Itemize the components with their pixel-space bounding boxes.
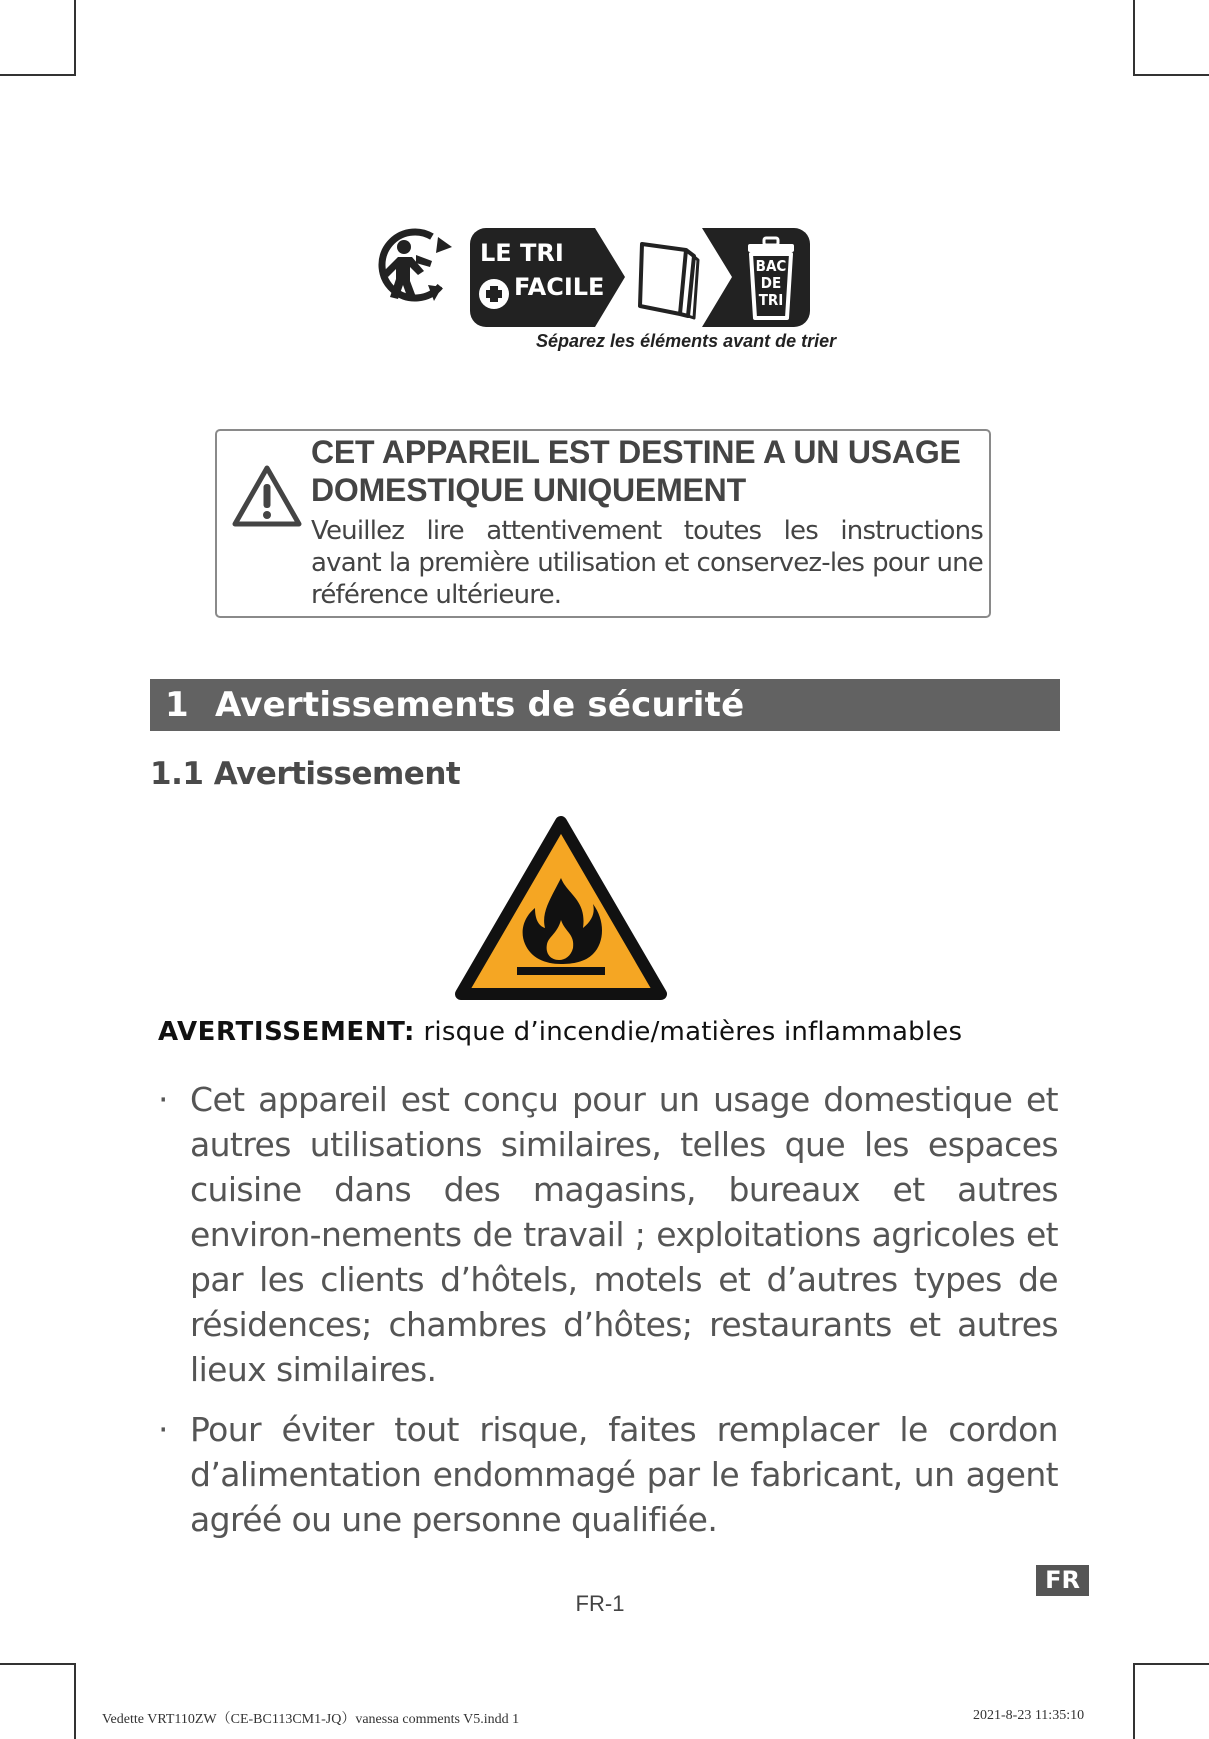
section-title: Avertissements de sécurité <box>215 685 745 725</box>
triman-bin-line3: TRI <box>758 291 784 309</box>
page-number: FR-1 <box>575 1591 625 1616</box>
warning-triangle-icon <box>232 464 302 528</box>
warning-text: risque d’incendie/matières inflammables <box>415 1017 963 1047</box>
triman-caption: Séparez les éléments avant de trier <box>536 331 837 351</box>
list-item <box>158 1077 1058 1392</box>
print-slug-timestamp: 2021-8-23 11:35:10 <box>973 1708 1085 1723</box>
bullet-text: Pour éviter tout risque, faites remplacer le cordon d’alimentation endommagé par le fabricant, un agent agréé ou une personne qualifiée. <box>190 1410 1058 1539</box>
crop-mark-top-right-v <box>1133 0 1135 75</box>
fire-warning-line <box>158 1017 1058 1047</box>
crop-mark-bottom-right-v <box>1133 1663 1135 1739</box>
triman-recycling-logo <box>376 225 837 357</box>
subsection-heading: 1.1 Avertissement <box>150 756 461 792</box>
notice-body: Veuillez lire attentivement toutes les instructions avant la première utilisation et conservez-les pour une référence ultérieure. <box>311 516 983 610</box>
triman-bin-line2: DE <box>760 274 782 292</box>
bullet-text: Cet appareil est conçu pour un usage domestique et autres utilisations similaires, telles que les espaces cuisine dans des magasins, bureaux et autres environ-nements de travail ; exploitations agricoles et par les clients d’hôtels, motels et d’autres types de résidences; chambres d’hôtes; restaurants et autres lieux similaires. <box>190 1080 1058 1389</box>
print-slug-filename: Vedette VRT110ZW（CE-BC113CM1-JQ）vanessa comments V5.indd 1 <box>102 1712 520 1727</box>
crop-mark-bottom-left-h <box>0 1663 76 1665</box>
bullet-dot-icon: · <box>158 1080 168 1119</box>
language-badge: FR <box>1036 1565 1089 1596</box>
crop-mark-top-right-h <box>1133 74 1209 76</box>
section-heading <box>150 679 1060 731</box>
crop-mark-bottom-right-h <box>1133 1663 1209 1665</box>
section-number: 1 <box>165 685 189 725</box>
domestic-use-notice <box>215 429 991 618</box>
crop-mark-top-left-v <box>74 0 76 75</box>
triman-line1: LE TRI <box>480 239 564 267</box>
triman-line2: FACILE <box>514 273 605 301</box>
list-item <box>158 1407 1058 1542</box>
flammable-warning-icon <box>455 816 667 1002</box>
bullet-dot-icon: · <box>158 1410 168 1449</box>
crop-mark-top-left-h <box>0 74 76 76</box>
crop-mark-bottom-left-v <box>74 1663 76 1739</box>
safety-bullet-list <box>158 1077 1058 1557</box>
warning-label: AVERTISSEMENT: <box>158 1017 416 1047</box>
triman-bin-line1: BAC <box>755 257 787 275</box>
notice-title: CET APPAREIL EST DESTINE A UN USAGE DOMESTIQUE UNIQUEMENT <box>311 434 961 508</box>
triman-figure-icon <box>376 225 458 307</box>
